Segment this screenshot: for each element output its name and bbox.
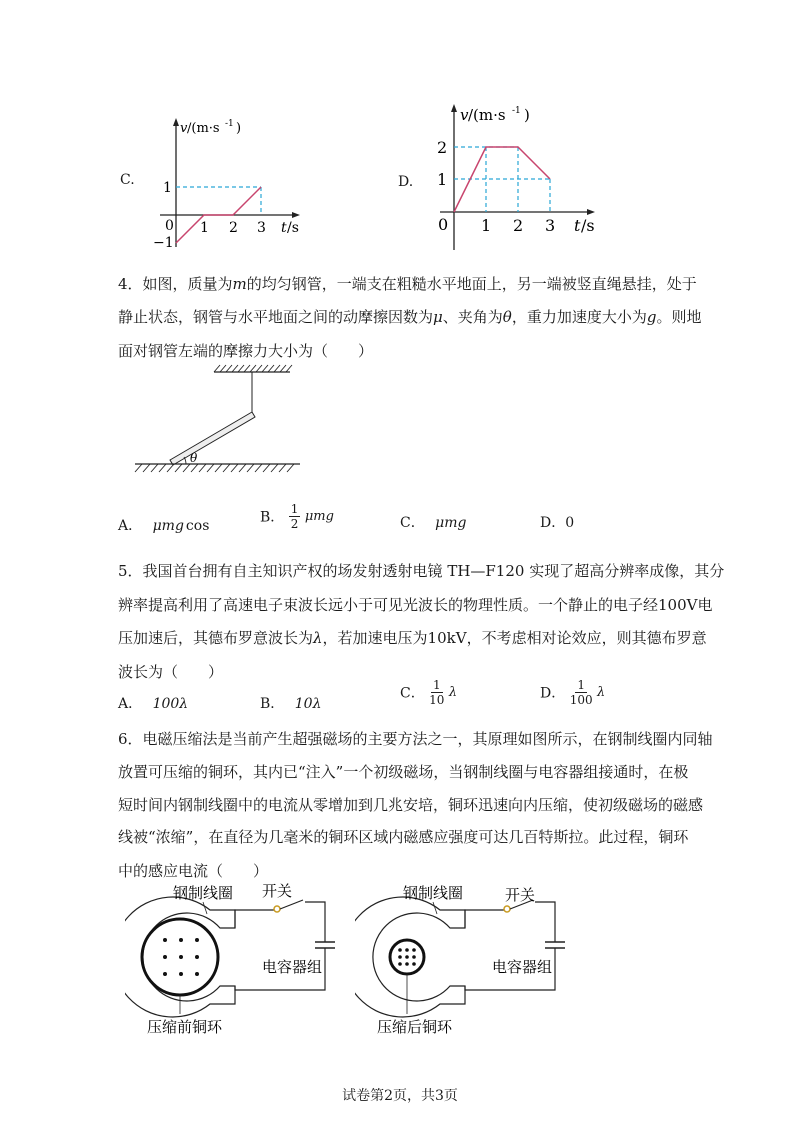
page-footer: 试卷第2页，共3页 xyxy=(342,1088,458,1104)
q4-theta-symbol: θ xyxy=(502,308,512,326)
q5-line-3: 压加速后，其德布罗意波长为λ，若加速电压为10kV，不考虑相对论效应，则其德布罗意 xyxy=(118,629,707,647)
q5-c-fraction: $\frac{1}{10}$ xyxy=(429,678,445,707)
q5-voltage-2: 10kV xyxy=(427,629,467,647)
q4-mass-symbol: m xyxy=(232,275,247,293)
d-ylabel-exp: -1 xyxy=(512,106,521,116)
c-xlabel-t: t xyxy=(281,220,287,236)
q6-line-2: 放置可压缩的铜环，其内已“注入”一个初级磁场，当钢制线圈与电容器组接通时，在极 xyxy=(118,763,689,781)
q6-right-switch-label: 开关 xyxy=(505,886,536,904)
q5-line-1: 5．我国首台拥有自主知识产权的场发射透射电镜 TH—F120 实现了超高分辨率成像，其分 xyxy=(118,562,725,580)
c-tick-y-pos: 1 xyxy=(163,180,172,196)
d-tick-x-1: 1 xyxy=(481,216,492,235)
c-origin: 0 xyxy=(165,218,174,234)
q6-left-ring-label: 压缩前铜环 xyxy=(147,1018,223,1036)
d-xlabel-unit: /s xyxy=(581,216,595,235)
q4-pipe-figure xyxy=(130,362,310,480)
q4-g-symbol: g xyxy=(646,308,657,326)
q4-b-fraction: $\frac{1}{2}$ xyxy=(290,502,299,531)
q6-line-3: 短时间内钢制线圈中的电流从零增加到几兆安培，铜环迅速向内压缩，使初级磁场的磁感 xyxy=(118,796,704,814)
c-tick-x-3: 3 xyxy=(257,220,266,236)
option-d-label: D. xyxy=(398,174,414,190)
q4-option-b[interactable]: B． $\frac{1}{2}$ μmg xyxy=(260,502,334,531)
d-tick-y-1: 1 xyxy=(437,170,448,189)
q5-d-fraction: $\frac{1}{100}$ xyxy=(569,678,593,707)
d-tick-x-2: 2 xyxy=(513,216,524,235)
d-ylabel-v: v xyxy=(460,106,469,124)
q5-line-4: 波长为（ ） xyxy=(118,663,224,681)
q5-option-b[interactable]: B． 10λ xyxy=(260,696,322,712)
c-ylabel-exp: -1 xyxy=(225,119,234,129)
q6-figure-before xyxy=(125,882,365,1042)
d-origin: 0 xyxy=(438,215,449,234)
d-tick-x-3: 3 xyxy=(545,216,556,235)
d-xlabel-t: t xyxy=(574,216,581,235)
q5-line-2: 辨率提高利用了高速电子束波长远小于可见光波长的物理性质。一个静止的电子经100V电 xyxy=(118,596,713,614)
option-c-label: C. xyxy=(120,172,135,188)
c-tick-x-2: 2 xyxy=(229,220,238,236)
q6-line-5: 中的感应电流（ ） xyxy=(118,862,269,880)
q6-line-1: 6．电磁压缩法是当前产生超强磁场的主要方法之一，其原理如图所示，在钢制线圈内同轴 xyxy=(118,730,713,748)
q5-option-a[interactable]: A． 100λ xyxy=(118,696,189,712)
q6-left-switch-label: 开关 xyxy=(262,882,293,900)
q4-line-2: 静止状态，钢管与水平地面之间的动摩擦因数为μ、夹角为θ，重力加速度大小为g。则地 xyxy=(118,308,702,326)
q4-line-1: 4．如图，质量为m的均匀钢管，一端支在粗糙水平地面上，另一端被竖直绳悬挂，处于 xyxy=(118,275,697,293)
c-xlabel-unit: /s xyxy=(287,220,299,236)
q6-right-coil-label: 钢制线圈 xyxy=(403,884,464,902)
q5-voltage-1: 100V xyxy=(658,596,698,614)
d-tick-y-2: 2 xyxy=(437,138,448,157)
option-d-velocity-graph xyxy=(430,100,610,252)
q4-option-d[interactable]: D．0 xyxy=(540,515,575,531)
q4-mu-symbol: μ xyxy=(433,308,443,326)
c-tick-y-neg: −1 xyxy=(153,235,174,251)
c-ylabel-unit: /(m·s xyxy=(187,121,220,136)
q4-figure-theta: θ xyxy=(190,451,198,465)
q6-left-cap-label: 电容器组 xyxy=(262,958,323,976)
c-ylabel-close: ) xyxy=(236,121,242,136)
q6-line-4: 线被“浓缩”，在直径为几毫米的铜环区域内磁感应强度可达几百特斯拉。此过程，铜环 xyxy=(118,828,689,846)
q4-line-3: 面对钢管左端的摩擦力大小为（ ） xyxy=(118,342,374,360)
q5-option-d[interactable]: D． $\frac{1}{100}$ λ xyxy=(540,678,606,707)
c-ylabel-v: v xyxy=(180,121,188,136)
q5-option-c[interactable]: C． $\frac{1}{10}$ λ xyxy=(400,678,458,707)
d-ylabel-close: ) xyxy=(524,106,530,124)
q6-right-ring-label: 压缩后铜环 xyxy=(377,1018,453,1036)
c-tick-x-1: 1 xyxy=(200,220,209,236)
q6-right-cap-label: 电容器组 xyxy=(492,958,553,976)
q4-option-c[interactable]: C． μmg xyxy=(400,515,467,531)
option-c-velocity-graph xyxy=(150,112,310,252)
q5-lambda: λ xyxy=(313,629,323,647)
q4-option-a[interactable]: A． μmg cos xyxy=(118,518,210,534)
q6-left-coil-label: 钢制线圈 xyxy=(173,884,234,902)
q6-figure-after xyxy=(355,882,595,1042)
d-ylabel-unit: /(m·s xyxy=(468,106,506,124)
